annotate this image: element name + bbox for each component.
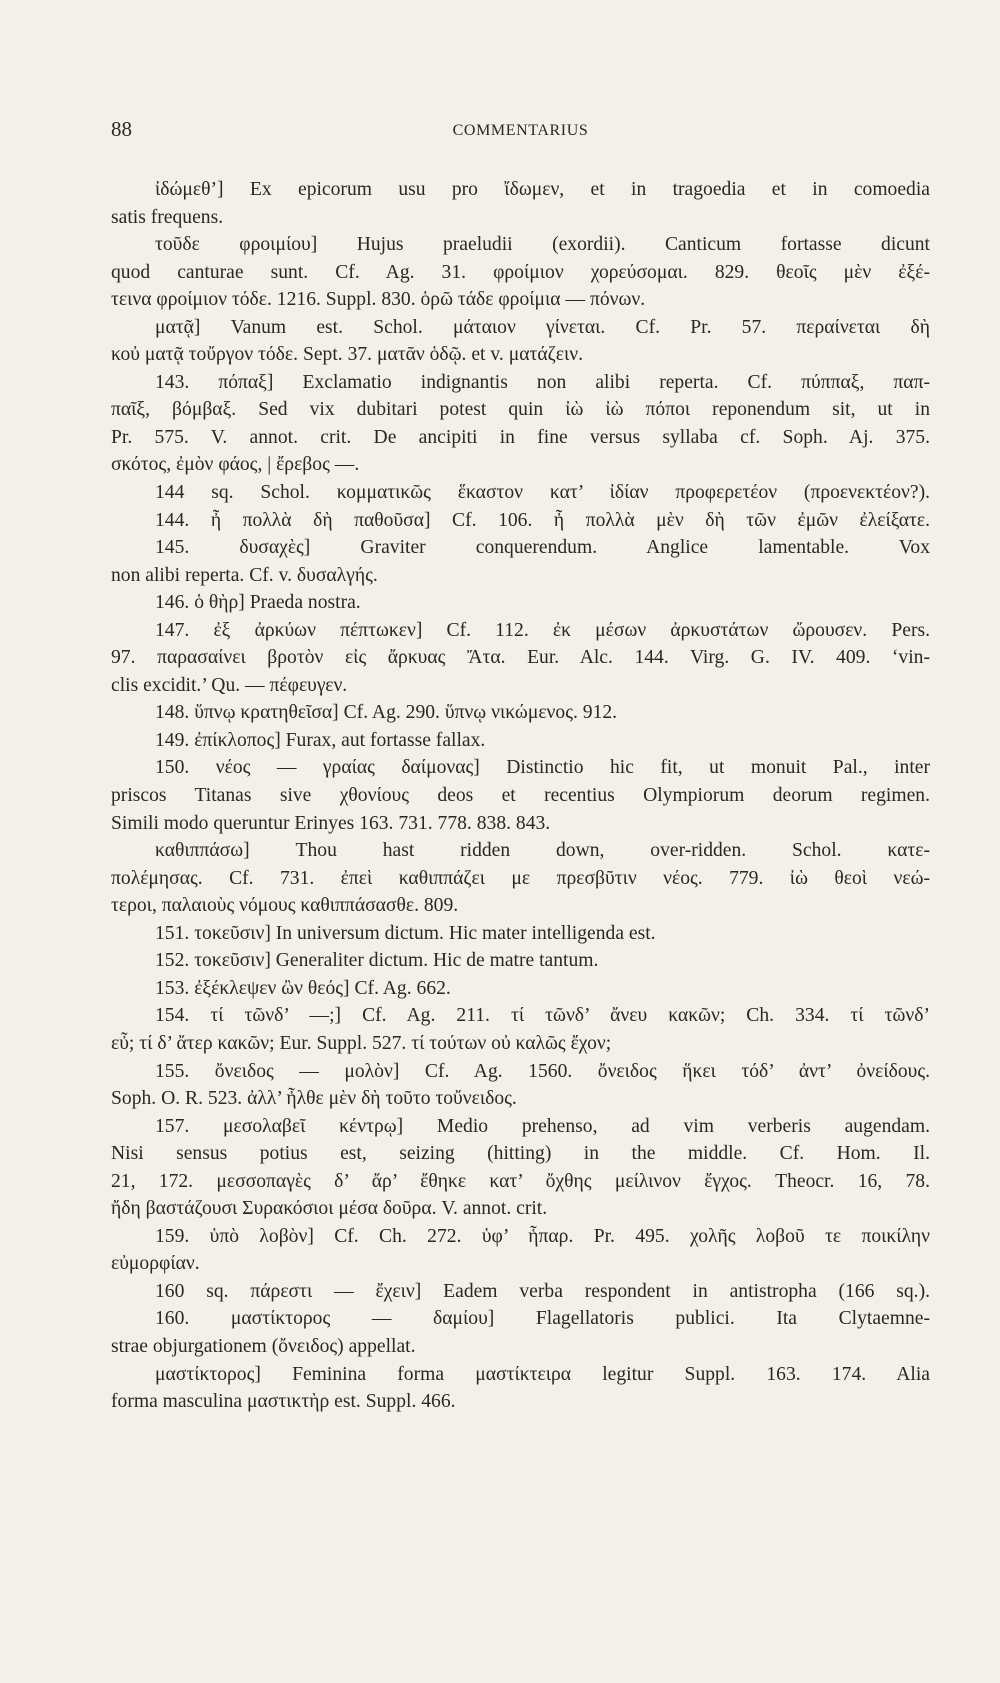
- text-line: 148. ὕπνῳ κρατηθεῖσα] Cf. Ag. 290. ὕπνῳ νικώμενος. 912.: [155, 702, 618, 724]
- page-header: [111, 117, 930, 151]
- text-line: 143. πόπαξ] Exclamatio indignantis non alibi reperta. Cf. πύππαξ, παπ-: [155, 371, 930, 393]
- text-line: σκότος, ἐμὸν φάος, | ἔρεβος —.: [111, 454, 360, 476]
- text-line: satis frequens.: [111, 206, 224, 228]
- text-line: τεινα φροίμιον τόδε. 1216. Suppl. 830. ὁρῶ τάδε φροίμια — πόνων.: [111, 289, 646, 311]
- text-line: quod canturae sunt. Cf. Ag. 31. φροίμιον χορεύσομαι. 829. θεοῖς μὲν ἐξέ-: [111, 261, 930, 283]
- text-line: 159. ὑπὸ λοβὸν] Cf. Ch. 272. ὑφ’ ἧπαρ. Pr. 495. χολῆς λοβοῦ τε ποικίλην: [155, 1225, 930, 1247]
- text-line: Simili modo queruntur Erinyes 163. 731. 778. 838. 843.: [111, 812, 551, 834]
- page-number: 88: [111, 117, 132, 141]
- text-line: priscos Titanas sive χθονίους deos et recentius Olympiorum deorum regimen.: [111, 785, 930, 807]
- text-line: ἰδώμεθ’] Ex epicorum usu pro ἴδωμεν, et in tragoedia et in comoedia: [155, 179, 930, 200]
- text-line: πολέμησας. Cf. 731. ἐπεὶ καθιππάζει με πρεσβῦτιν νέος. 779. ἰὼ θεοὶ νεώ-: [111, 867, 930, 889]
- text-line: 155. ὄνειδος — μολὸν] Cf. Ag. 1560. ὄνειδος ἥκει τόδ’ ἀντ’ ὀνείδους.: [155, 1060, 930, 1082]
- text-line: 152. τοκεῦσιν] Generaliter dictum. Hic de matre tantum.: [155, 950, 599, 972]
- text-line: clis excidit.’ Qu. — πέφευγεν.: [111, 674, 348, 696]
- text-line: 97. παρασαίνει βροτὸν εἰς ἄρκυας Ἄτα. Eur. Alc. 144. Virg. G. IV. 409. ‘vin-: [111, 647, 930, 669]
- text-line: 157. μεσολαβεῖ κέντρῳ] Medio prehenso, ad vim verberis augendam.: [155, 1115, 930, 1137]
- text-line: εὖ; τί δ’ ἄτερ κακῶν; Eur. Suppl. 527. τί τούτων οὐ καλῶς ἔχον;: [111, 1032, 612, 1054]
- text-line: τεροι, παλαιοὺς νόμους καθιππάσασθε. 809.: [111, 895, 459, 917]
- text-line: 154. τί τῶνδ’ —;] Cf. Ag. 211. τί τῶνδ’ ἄνευ κακῶν; Ch. 334. τί τῶνδ’: [155, 1005, 930, 1027]
- text-line: ἤδη βαστάζουσι Συρακόσιοι μέσα δοῦρα. V. annot. crit.: [111, 1198, 548, 1220]
- text-line: παῖξ, βόμβαξ. Sed vix dubitari potest quin ἰὼ ἰὼ πόποι reponendum sit, ut in: [111, 399, 930, 421]
- text-line: Nisi sensus potius est, seizing (hitting) in the middle. Cf. Hom. Il.: [111, 1143, 930, 1165]
- text-line: Pr. 575. V. annot. crit. De ancipiti in fine versus syllaba cf. Soph. Aj. 375.: [111, 426, 930, 448]
- text-line: 151. τοκεῦσιν] In universum dictum. Hic mater intelligenda est.: [155, 922, 656, 944]
- text-line: εὐμορφίαν.: [111, 1253, 200, 1275]
- text-line: ματᾷ] Vanum est. Schol. μάταιον γίνεται. Cf. Pr. 57. περαίνεται δὴ: [155, 316, 930, 338]
- commentary-text: [111, 176, 930, 1416]
- text-line: καθιππάσω] Thou hast ridden down, over-ridden. Schol. κατε-: [155, 840, 930, 862]
- text-line: strae objurgationem (ὄνειδος) appellat.: [111, 1335, 416, 1357]
- text-line: Soph. O. R. 523. ἀλλ’ ἦλθε μὲν δὴ τοῦτο τοὔνειδος.: [111, 1088, 517, 1110]
- text-line: 153. ἐξέκλεψεν ὢν θεός] Cf. Ag. 662.: [155, 977, 451, 999]
- text-line: 149. ἐπίκλοπος] Furax, aut fortasse fallax.: [155, 729, 486, 751]
- text-line: 160. μαστίκτορος — δαμίου] Flagellatoris publici. Ita Clytaemne-: [155, 1308, 930, 1330]
- text-line: 145. δυσαχὲς] Graviter conquerendum. Anglice lamentable. Vox: [155, 537, 930, 559]
- text-line: 21, 172. μεσσοπαγὲς δ’ ἄρ’ ἔθηκε κατ’ ὄχθης μείλινον ἔγχος. Theocr. 16, 78.: [111, 1170, 930, 1192]
- text-line: 144. ἦ πολλὰ δὴ παθοῦσα] Cf. 106. ἦ πολλὰ μὲν δὴ τῶν ἐμῶν ἐλείξατε.: [155, 509, 930, 531]
- text-line: μαστίκτορος] Feminina forma μαστίκτειρα legitur Suppl. 163. 174. Alia: [155, 1363, 930, 1385]
- text-line: τοῦδε φροιμίου] Hujus praeludii (exordii). Canticum fortasse dicunt: [155, 234, 930, 256]
- text-line: 144 sq. Schol. κομματικῶς ἕκαστον κατ’ ἰδίαν προφερετέον (προενεκτέον?).: [155, 482, 930, 504]
- text-line: 146. ὁ θὴρ] Praeda nostra.: [155, 592, 361, 614]
- text-line: 160 sq. πάρεστι — ἔχειν] Eadem verba respondent in antistropha (166 sq.).: [155, 1280, 930, 1302]
- text-line: 147. ἐξ ἀρκύων πέπτωκεν] Cf. 112. ἐκ μέσων ἀρκυστάτων ὤρουσεν. Pers.: [155, 619, 930, 641]
- text-line: κοὐ ματᾷ τοὔργον τόδε. Sept. 37. ματᾶν ὁδῷ. et v. ματάζειν.: [111, 344, 583, 366]
- running-title: COMMENTARIUS: [452, 122, 589, 139]
- text-line: non alibi reperta. Cf. v. δυσαλγής.: [111, 564, 378, 586]
- text-line: 150. νέος — γραίας δαίμονας] Distinctio hic fit, ut monuit Pal., inter: [155, 757, 930, 779]
- text-line: forma masculina μαστικτὴρ est. Suppl. 466.: [111, 1391, 456, 1413]
